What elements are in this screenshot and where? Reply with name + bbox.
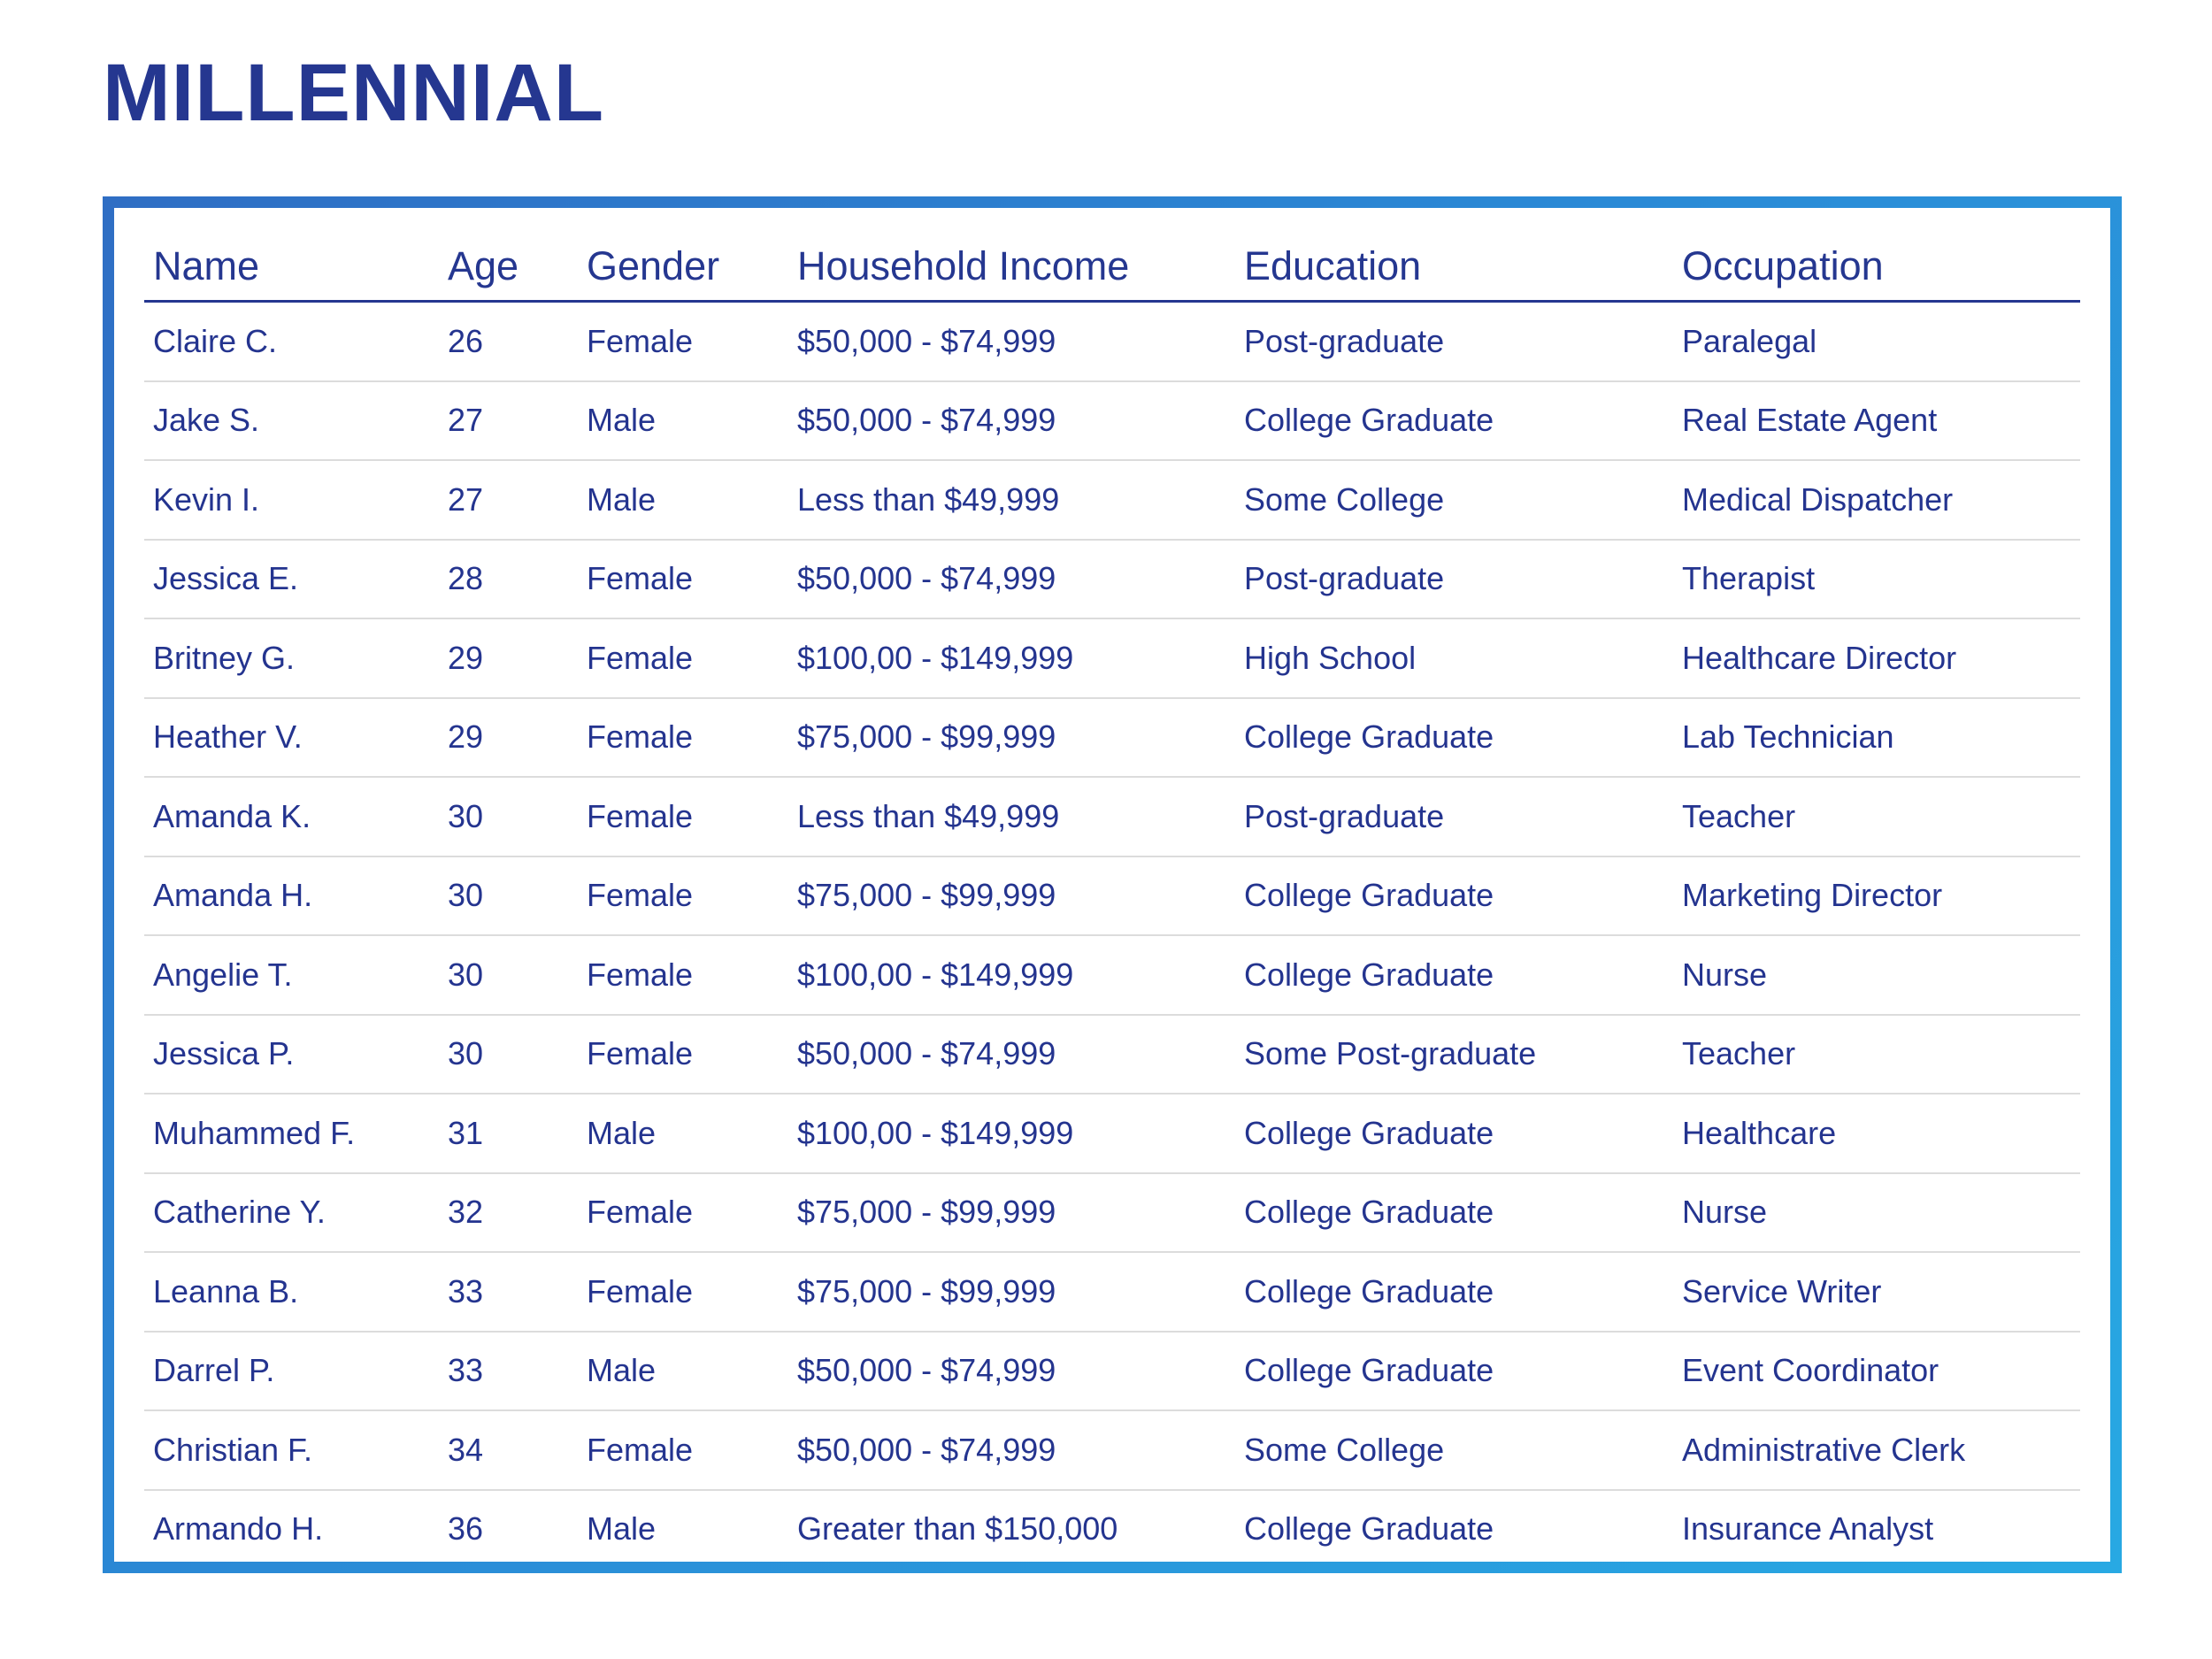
table-row (144, 1094, 2080, 1173)
table-row (144, 698, 2080, 778)
cell-education: Some College (1235, 460, 1673, 540)
table-row (144, 1173, 2080, 1253)
cell-gender: Female (578, 1410, 788, 1490)
cell-age: 32 (439, 1173, 578, 1253)
cell-gender: Female (578, 618, 788, 698)
table-frame (103, 196, 2122, 1573)
cell-education: Post-graduate (1235, 302, 1673, 381)
cell-name: Britney G. (144, 618, 439, 698)
cell-age: 26 (439, 302, 578, 381)
table-row (144, 381, 2080, 461)
cell-education: College Graduate (1235, 1173, 1673, 1253)
cell-household-income: $100,00 - $149,999 (788, 1094, 1235, 1173)
cell-occupation: Service Writer (1673, 1252, 2080, 1332)
table-row (144, 1332, 2080, 1411)
cell-age: 30 (439, 1015, 578, 1094)
cell-education: College Graduate (1235, 381, 1673, 461)
cell-age: 31 (439, 1094, 578, 1173)
cell-education: High School (1235, 618, 1673, 698)
cell-education: College Graduate (1244, 1510, 1494, 1548)
cell-household-income: $75,000 - $99,999 (788, 856, 1235, 936)
respondents-table (144, 233, 2080, 1568)
cell-occupation: Real Estate Agent (1673, 381, 2080, 461)
cell-age: 30 (439, 856, 578, 936)
header-occupation: Occupation (1673, 233, 2080, 302)
cell-education: Some Post-graduate (1235, 1015, 1673, 1094)
cell-occupation: Therapist (1673, 540, 2080, 619)
cell-household-income: $50,000 - $74,999 (788, 381, 1235, 461)
table-row (144, 1490, 2080, 1569)
cell-gender: Male (578, 381, 788, 461)
cell-gender: Female (578, 777, 788, 856)
cell-name: Armando H. (153, 1510, 324, 1548)
cell-gender: Female (578, 1015, 788, 1094)
header-age: Age (439, 233, 578, 302)
cell-occupation: Healthcare Director (1673, 618, 2080, 698)
cell-education: College Graduate (1235, 935, 1673, 1015)
cell-household-income: $75,000 - $99,999 (788, 698, 1235, 778)
cell-occupation: Teacher (1673, 1015, 2080, 1094)
cell-name: Heather V. (144, 698, 439, 778)
cell-gender: Male (578, 1332, 788, 1411)
cell-gender: Male (578, 460, 788, 540)
cell-name: Amanda K. (144, 777, 439, 856)
header-household-income: Household Income (788, 233, 1235, 302)
cell-household-income: $75,000 - $99,999 (788, 1173, 1235, 1253)
cell-household-income: $100,00 - $149,999 (788, 935, 1235, 1015)
cell-age: 33 (439, 1252, 578, 1332)
cell-occupation: Marketing Director (1673, 856, 2080, 936)
cell-education: College Graduate (1235, 1252, 1673, 1332)
cell-gender: Female (578, 302, 788, 381)
cell-name: Angelie T. (144, 935, 439, 1015)
table-header-row (144, 233, 2080, 302)
table-row (144, 460, 2080, 540)
cell-education: College Graduate (1235, 856, 1673, 936)
table-body (144, 302, 2080, 1569)
cell-household-income: $75,000 - $99,999 (788, 1252, 1235, 1332)
cell-age: 34 (439, 1410, 578, 1490)
cell-occupation: Teacher (1673, 777, 2080, 856)
cell-age: 33 (439, 1332, 578, 1411)
table-row (144, 1252, 2080, 1332)
cell-gender: Female (578, 1252, 788, 1332)
cell-occupation: Event Coordinator (1673, 1332, 2080, 1411)
cell-education: College Graduate (1235, 698, 1673, 778)
cell-name: Kevin I. (144, 460, 439, 540)
cell-household-income: $50,000 - $74,999 (788, 302, 1235, 381)
cell-education: College Graduate (1235, 1094, 1673, 1173)
cell-household-income: $50,000 - $74,999 (788, 540, 1235, 619)
cell-occupation: Healthcare (1673, 1094, 2080, 1173)
page-title: MILLENNIAL (103, 48, 605, 138)
cell-education: Post-graduate (1235, 540, 1673, 619)
cell-name: Christian F. (144, 1410, 439, 1490)
cell-gender: Female (578, 698, 788, 778)
cell-name: Jake S. (144, 381, 439, 461)
cell-household-income: $50,000 - $74,999 (788, 1015, 1235, 1094)
cell-name: Leanna B. (144, 1252, 439, 1332)
table-row (144, 935, 2080, 1015)
cell-education: Post-graduate (1235, 777, 1673, 856)
cell-household-income: $100,00 - $149,999 (788, 618, 1235, 698)
table-row (144, 618, 2080, 698)
cell-gender: Male (578, 1094, 788, 1173)
cell-age: 36 (448, 1510, 484, 1548)
cell-age: 29 (439, 618, 578, 698)
cell-education: College Graduate (1235, 1332, 1673, 1411)
table-row (144, 777, 2080, 856)
cell-name: Darrel P. (144, 1332, 439, 1411)
cell-occupation: Paralegal (1673, 302, 2080, 381)
cell-gender: Female (578, 540, 788, 619)
cell-household-income: Greater than $150,000 (797, 1510, 1118, 1548)
table-row (144, 856, 2080, 936)
header-gender: Gender (578, 233, 788, 302)
table-panel (114, 208, 2110, 1562)
cell-household-income: Less than $49,999 (788, 460, 1235, 540)
cell-occupation: Lab Technician (1673, 698, 2080, 778)
header-education: Education (1235, 233, 1673, 302)
table-row (144, 1410, 2080, 1490)
cell-name: Catherine Y. (144, 1173, 439, 1253)
cell-age: 27 (439, 460, 578, 540)
cell-occupation: Administrative Clerk (1673, 1410, 2080, 1490)
cell-name: Amanda H. (144, 856, 439, 936)
cell-occupation: Medical Dispatcher (1673, 460, 2080, 540)
cell-education: Some College (1235, 1410, 1673, 1490)
cell-gender: Female (578, 856, 788, 936)
table-row (144, 302, 2080, 381)
cell-age: 28 (439, 540, 578, 619)
cell-household-income: $50,000 - $74,999 (788, 1410, 1235, 1490)
cell-name: Muhammed F. (144, 1094, 439, 1173)
cell-occupation: Nurse (1673, 935, 2080, 1015)
cell-gender: Male (587, 1510, 657, 1548)
cell-age: 29 (439, 698, 578, 778)
cell-age: 27 (439, 381, 578, 461)
header-name: Name (144, 233, 439, 302)
cell-occupation: Insurance Analyst (1682, 1510, 1934, 1548)
cell-gender: Female (578, 935, 788, 1015)
cell-household-income: Less than $49,999 (788, 777, 1235, 856)
table-row (144, 1015, 2080, 1094)
cell-name: Jessica P. (144, 1015, 439, 1094)
table-row (144, 540, 2080, 619)
cell-occupation: Nurse (1673, 1173, 2080, 1253)
cell-household-income: $50,000 - $74,999 (788, 1332, 1235, 1411)
cell-name: Jessica E. (144, 540, 439, 619)
cell-name: Claire C. (144, 302, 439, 381)
cell-age: 30 (439, 777, 578, 856)
cell-age: 30 (439, 935, 578, 1015)
cell-gender: Female (578, 1173, 788, 1253)
